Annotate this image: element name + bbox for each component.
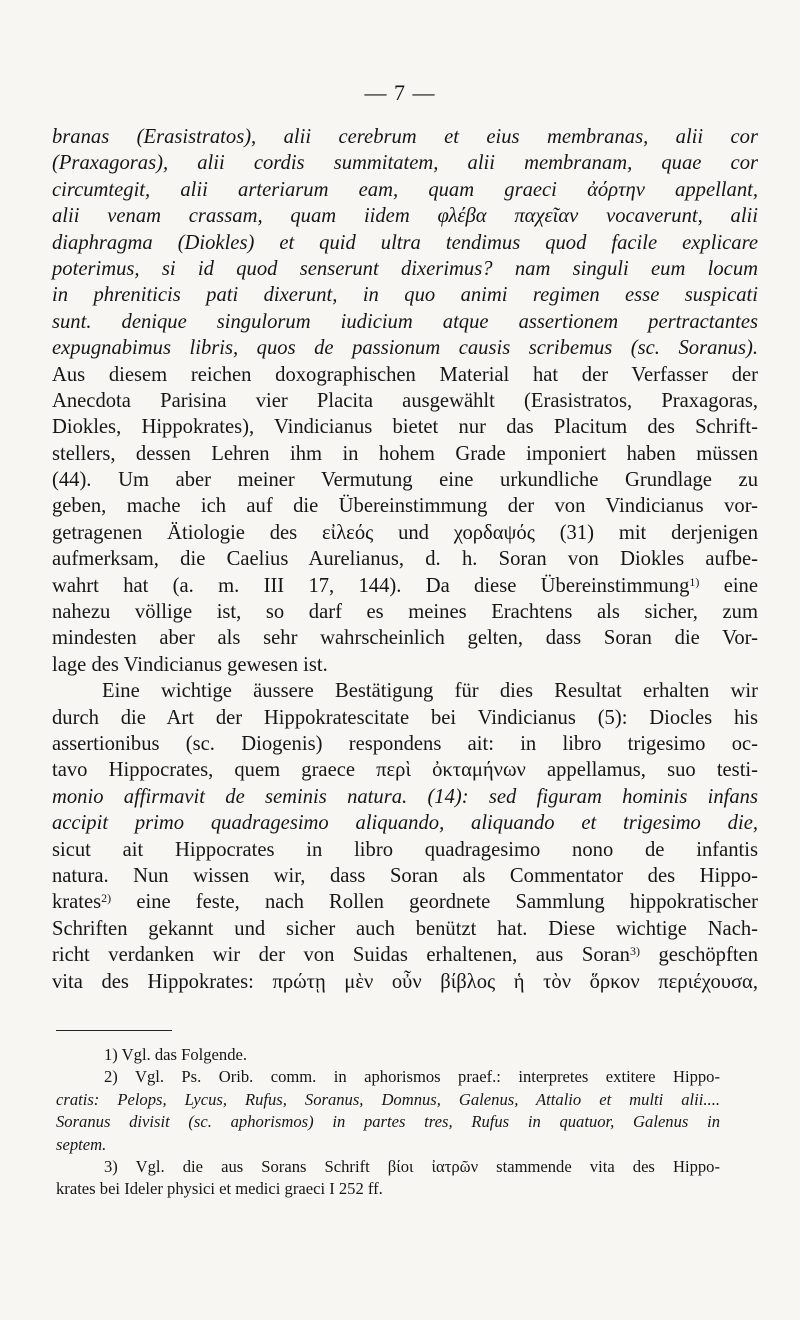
text-line: Diokles, Hippokrates), Vindicianus bietet nur das Placitum des Schrift-	[52, 416, 758, 439]
text-line: getragenen Ätiologie des εἰλεός und χορδαψός (31) mit derjenigen	[52, 521, 758, 544]
text-line: circumtegit, alii arteriarum eam, quam graeci ἀόρτην appellant,	[52, 178, 758, 201]
text-line-with-footnote	[52, 942, 758, 968]
text-line: stellers, dessen Lehren ihm in hohem Grade imponiert haben müssen	[52, 442, 758, 465]
page-number: — 7 —	[364, 80, 436, 105]
main-text	[52, 124, 758, 995]
text-line: tavo Hippocrates, quem graece περὶ ὀκταμήνων appellamus, suo testi-	[52, 759, 758, 782]
text-line: lage des Vindicianus gewesen ist.	[52, 653, 328, 676]
footnote-1: 1) Vgl. das Folgende.	[104, 1045, 248, 1064]
text-line: Eine wichtige äussere Bestätigung für dies Resultat erhalten wir	[102, 680, 758, 703]
footnote-2-line: cratis: Pelops, Lycus, Rufus, Soranus, Domnus, Galenus, Attalio et multi alii....	[56, 1089, 720, 1109]
text-line: monio affirmavit de seminis natura. (14): sed figuram hominis infans	[52, 785, 758, 808]
text-line: alii venam crassam, quam iidem φλέβα παχεῖαν vocaverunt, alii	[52, 205, 758, 228]
text-line: nahezu völlige ist, so darf es meines Erachtens als sicher, zum	[52, 601, 758, 624]
text-line: Aus diesem reichen doxographischen Material hat der Verfasser der	[52, 363, 758, 386]
footnote-divider	[56, 1030, 172, 1031]
text-line: diaphragma (Diokles) et quid ultra tendimus quod facile explicare	[52, 231, 758, 254]
text-segment: eine	[723, 574, 758, 597]
text-line: in phreniticis pati dixerunt, in quo animi regimen esse suspicati	[52, 284, 758, 307]
text-segment: richt verdanken wir der von Suidas erhaltenen, aus Soran	[52, 944, 630, 967]
text-line: accipit primo quadragesimo aliquando, aliquando et trigesimo die,	[52, 812, 758, 835]
text-line: branas (Erasistratos), alii cerebrum et eius membranas, alii cor	[52, 126, 758, 148]
text-line: assertionibus (sc. Diogenis) respondens ait: in libro trigesimo oc-	[52, 732, 758, 755]
text-line: sicut ait Hippocrates in libro quadragesimo nono de infantis	[52, 838, 758, 861]
text-line: Schriften gekannt und sicher auch benützt hat. Diese wichtige Nach-	[52, 917, 758, 940]
text-line: poterimus, si id quod senserunt dixerimus? nam singuli eum locum	[52, 257, 758, 280]
footnote-2-line: septem.	[56, 1134, 107, 1154]
footnotes	[56, 1044, 720, 1201]
text-line: (Praxagoras), alii cordis summitatem, alii membranam, quae cor	[52, 152, 758, 175]
text-line-with-footnote	[52, 889, 758, 915]
text-line: mindesten aber als sehr wahrscheinlich gelten, dass Soran die Vor-	[52, 627, 758, 650]
text-line: geben, mache ich auf die Übereinstimmung der von Vindicianus vor-	[52, 495, 758, 518]
text-segment: geschöpften	[658, 944, 758, 967]
text-segment: krates	[52, 891, 102, 914]
text-line: aufmerksam, die Caelius Aurelianus, d. h. Soran von Diokles aufbe-	[52, 548, 758, 571]
text-line: durch die Art der Hippokratescitate bei Vindicianus (5): Diocles his	[52, 706, 758, 729]
text-line: expugnabimus libris, quos de passionum causis scribemus (sc. Soranus).	[52, 337, 758, 360]
text-segment: wahrt hat (a. m. III 17, 144). Da diese Übereinstimmung	[52, 574, 690, 597]
footnote-marker: 2)	[101, 891, 112, 906]
footnote-3: 3) Vgl. die aus Sorans Schrift βίοι ἰατρῶν stammende vita des Hippo-	[104, 1156, 720, 1176]
footnote-2-line: Soranus divisit (sc. aphorismos) in partes tres, Rufus in quatuor, Galenus in	[56, 1112, 720, 1132]
footnote-2: 2) Vgl. Ps. Orib. comm. in aphorismos praef.: interpretes extitere Hippo-	[104, 1067, 720, 1087]
text-segment: eine feste, nach Rollen geordnete Sammlung hippokratischer	[136, 891, 758, 914]
text-line: Anecdota Parisina vier Placita ausgewählt (Erasistratos, Praxagoras,	[52, 389, 758, 412]
text-line-with-footnote	[52, 573, 758, 599]
footnote-marker: 1)	[689, 574, 700, 589]
text-line: (44). Um aber meiner Vermutung eine urkundliche Grundlage zu	[52, 469, 758, 492]
text-line: vita des Hippokrates: πρώτῃ μὲν οὖν βίβλος ἡ τὸν ὅρκον περιέχουσα,	[52, 970, 758, 993]
text-line: natura. Nun wissen wir, dass Soran als Commentator des Hippo-	[52, 864, 758, 887]
footnote-marker: 3)	[629, 944, 640, 959]
footnote-3-line: krates bei Ideler physici et medici graeci I 252 ff.	[56, 1179, 383, 1199]
text-line: sunt. denique singulorum iudicium atque assertionem pertractantes	[52, 310, 758, 333]
